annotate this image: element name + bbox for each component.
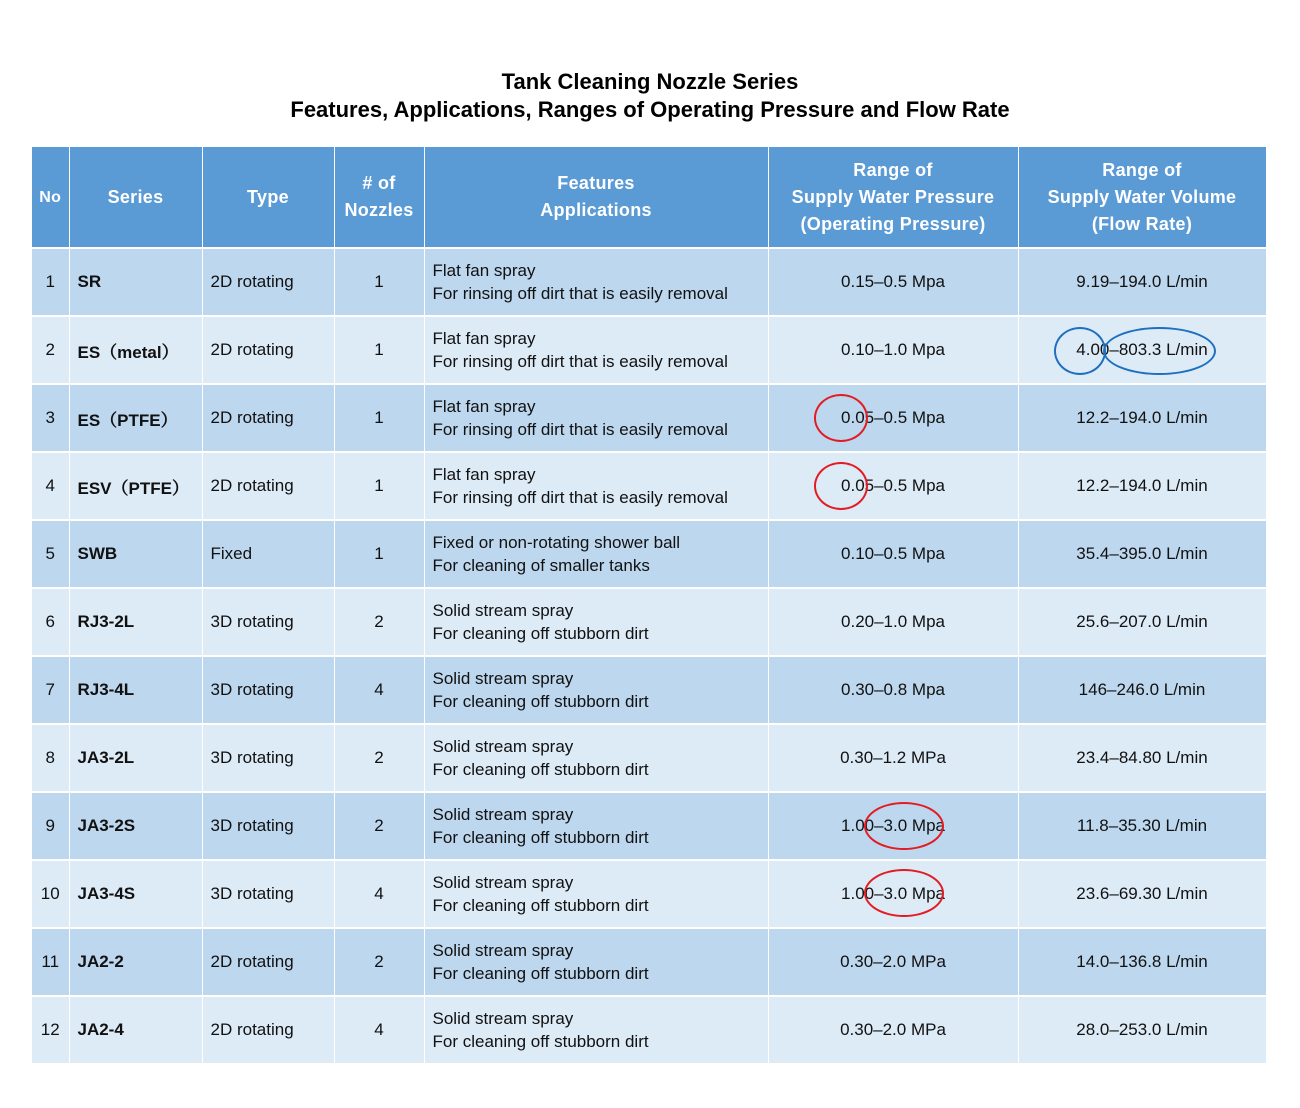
cell-series: JA2-2 — [69, 928, 202, 996]
feature-text: Fixed or non-rotating shower ball — [432, 533, 681, 552]
nozzle-series-table — [32, 147, 1267, 1065]
table-row — [32, 860, 1266, 928]
cell-nozzles: 1 — [334, 452, 424, 520]
cell-features — [424, 248, 768, 316]
feature-text: Solid stream spray — [432, 669, 574, 688]
cell-type: 3D rotating — [202, 860, 334, 928]
cell-series: RJ3-4L — [69, 656, 202, 724]
cell-series: ESV（PTFE） — [69, 452, 202, 520]
cell-no: 1 — [32, 248, 69, 316]
header-pressure — [768, 147, 1018, 248]
cell-no: 2 — [32, 316, 69, 384]
feature-text: Solid stream spray — [432, 873, 574, 892]
table-row — [32, 996, 1266, 1064]
cell-flow: 23.4–84.80 L/min — [1018, 724, 1266, 792]
cell-type: 2D rotating — [202, 452, 334, 520]
cell-features — [424, 928, 768, 996]
table-row — [32, 656, 1266, 724]
cell-no: 3 — [32, 384, 69, 452]
cell-nozzles: 1 — [334, 384, 424, 452]
cell-flow: 4.00–803.3 L/min — [1018, 316, 1266, 384]
header-flow-line-2: Supply Water Volume — [1047, 186, 1237, 207]
header-features-line-2: Applications — [540, 200, 652, 220]
header-pressure-line-1: Range of — [853, 159, 933, 180]
application-text: For rinsing off dirt that is easily removal — [432, 352, 728, 371]
cell-type: 3D rotating — [202, 656, 334, 724]
header-flow-line-3: (Flow Rate) — [1091, 213, 1193, 234]
cell-no: 5 — [32, 520, 69, 588]
cell-features — [424, 860, 768, 928]
header-series: Series — [69, 147, 202, 248]
application-text: For cleaning off stubborn dirt — [432, 1032, 649, 1051]
feature-text: Flat fan spray — [432, 329, 536, 348]
cell-type: Fixed — [202, 520, 334, 588]
cell-series: ES（metal） — [69, 316, 202, 384]
cell-no: 9 — [32, 792, 69, 860]
table-row — [32, 520, 1266, 588]
cell-type: 3D rotating — [202, 588, 334, 656]
cell-features — [424, 996, 768, 1064]
cell-type: 3D rotating — [202, 724, 334, 792]
cell-flow: 12.2–194.0 L/min — [1018, 384, 1266, 452]
cell-type: 2D rotating — [202, 384, 334, 452]
feature-text: Solid stream spray — [432, 941, 574, 960]
cell-series: JA3-4S — [69, 860, 202, 928]
header-type: Type — [202, 147, 334, 248]
cell-nozzles: 4 — [334, 860, 424, 928]
cell-nozzles: 4 — [334, 656, 424, 724]
document-title — [0, 68, 1300, 124]
cell-flow: 23.6–69.30 L/min — [1018, 860, 1266, 928]
application-text: For cleaning off stubborn dirt — [432, 964, 649, 983]
cell-no: 12 — [32, 996, 69, 1064]
table-row — [32, 384, 1266, 452]
application-text: For rinsing off dirt that is easily removal — [432, 420, 728, 439]
cell-type: 3D rotating — [202, 792, 334, 860]
cell-pressure: 0.15–0.5 Mpa — [768, 248, 1018, 316]
application-text: For cleaning off stubborn dirt — [432, 896, 649, 915]
cell-features — [424, 588, 768, 656]
cell-no: 7 — [32, 656, 69, 724]
header-flow — [1018, 147, 1266, 248]
header-nozzles-line-2: Nozzles — [344, 200, 414, 220]
cell-features — [424, 724, 768, 792]
cell-series: SWB — [69, 520, 202, 588]
header-pressure-line-2: Supply Water Pressure — [791, 186, 995, 207]
feature-text: Flat fan spray — [432, 397, 536, 416]
cell-pressure: 1.00–3.0 Mpa — [768, 860, 1018, 928]
cell-nozzles: 1 — [334, 248, 424, 316]
cell-type: 2D rotating — [202, 316, 334, 384]
header-nozzles-line-1: # of — [362, 173, 396, 193]
feature-text: Flat fan spray — [432, 261, 536, 280]
cell-pressure: 0.05–0.5 Mpa — [768, 384, 1018, 452]
cell-nozzles: 2 — [334, 588, 424, 656]
application-text: For rinsing off dirt that is easily removal — [432, 488, 728, 507]
cell-features — [424, 656, 768, 724]
application-text: For cleaning of smaller tanks — [432, 556, 650, 575]
cell-no: 6 — [32, 588, 69, 656]
table-row — [32, 724, 1266, 792]
header-flow-line-1: Range of — [1102, 159, 1182, 180]
cell-series: RJ3-2L — [69, 588, 202, 656]
cell-type: 2D rotating — [202, 928, 334, 996]
title-line-1: Tank Cleaning Nozzle Series — [501, 69, 799, 94]
cell-pressure: 0.10–1.0 Mpa — [768, 316, 1018, 384]
cell-pressure: 0.20–1.0 Mpa — [768, 588, 1018, 656]
feature-text: Flat fan spray — [432, 465, 536, 484]
cell-features — [424, 452, 768, 520]
header-features-line-1: Features — [557, 173, 635, 193]
feature-text: Solid stream spray — [432, 601, 574, 620]
cell-flow: 28.0–253.0 L/min — [1018, 996, 1266, 1064]
cell-nozzles: 4 — [334, 996, 424, 1064]
cell-pressure: 0.10–0.5 Mpa — [768, 520, 1018, 588]
cell-nozzles: 2 — [334, 792, 424, 860]
cell-features — [424, 520, 768, 588]
cell-nozzles: 2 — [334, 928, 424, 996]
cell-pressure: 0.30–1.2 MPa — [768, 724, 1018, 792]
cell-nozzles: 1 — [334, 316, 424, 384]
cell-features — [424, 384, 768, 452]
table-row — [32, 316, 1266, 384]
cell-series: SR — [69, 248, 202, 316]
cell-pressure: 0.30–0.8 Mpa — [768, 656, 1018, 724]
cell-nozzles: 1 — [334, 520, 424, 588]
feature-text: Solid stream spray — [432, 1009, 574, 1028]
header-pressure-line-3: (Operating Pressure) — [800, 213, 986, 234]
header-nozzles — [334, 147, 424, 248]
table-row — [32, 928, 1266, 996]
cell-flow: 25.6–207.0 L/min — [1018, 588, 1266, 656]
cell-series: JA3-2S — [69, 792, 202, 860]
table-row — [32, 792, 1266, 860]
cell-flow: 12.2–194.0 L/min — [1018, 452, 1266, 520]
header-row — [32, 147, 1266, 248]
cell-pressure: 1.00–3.0 Mpa — [768, 792, 1018, 860]
title-line-2: Features, Applications, Ranges of Operating Pressure and Flow Rate — [290, 97, 1010, 122]
cell-no: 10 — [32, 860, 69, 928]
cell-flow: 146–246.0 L/min — [1018, 656, 1266, 724]
cell-no: 11 — [32, 928, 69, 996]
application-text: For rinsing off dirt that is easily removal — [432, 284, 728, 303]
cell-type: 2D rotating — [202, 248, 334, 316]
application-text: For cleaning off stubborn dirt — [432, 760, 649, 779]
header-features — [424, 147, 768, 248]
cell-pressure: 0.30–2.0 MPa — [768, 996, 1018, 1064]
cell-features — [424, 792, 768, 860]
table-row — [32, 588, 1266, 656]
table-row — [32, 452, 1266, 520]
cell-nozzles: 2 — [334, 724, 424, 792]
cell-pressure: 0.05–0.5 Mpa — [768, 452, 1018, 520]
cell-flow: 14.0–136.8 L/min — [1018, 928, 1266, 996]
cell-flow: 11.8–35.30 L/min — [1018, 792, 1266, 860]
cell-pressure: 0.30–2.0 MPa — [768, 928, 1018, 996]
cell-flow: 35.4–395.0 L/min — [1018, 520, 1266, 588]
cell-series: ES（PTFE） — [69, 384, 202, 452]
feature-text: Solid stream spray — [432, 805, 574, 824]
header-no: No — [32, 147, 69, 248]
application-text: For cleaning off stubborn dirt — [432, 624, 649, 643]
application-text: For cleaning off stubborn dirt — [432, 692, 649, 711]
cell-series: JA2-4 — [69, 996, 202, 1064]
cell-features — [424, 316, 768, 384]
cell-no: 4 — [32, 452, 69, 520]
cell-type: 2D rotating — [202, 996, 334, 1064]
feature-text: Solid stream spray — [432, 737, 574, 756]
application-text: For cleaning off stubborn dirt — [432, 828, 649, 847]
cell-series: JA3-2L — [69, 724, 202, 792]
cell-no: 8 — [32, 724, 69, 792]
table-row — [32, 248, 1266, 316]
cell-flow: 9.19–194.0 L/min — [1018, 248, 1266, 316]
